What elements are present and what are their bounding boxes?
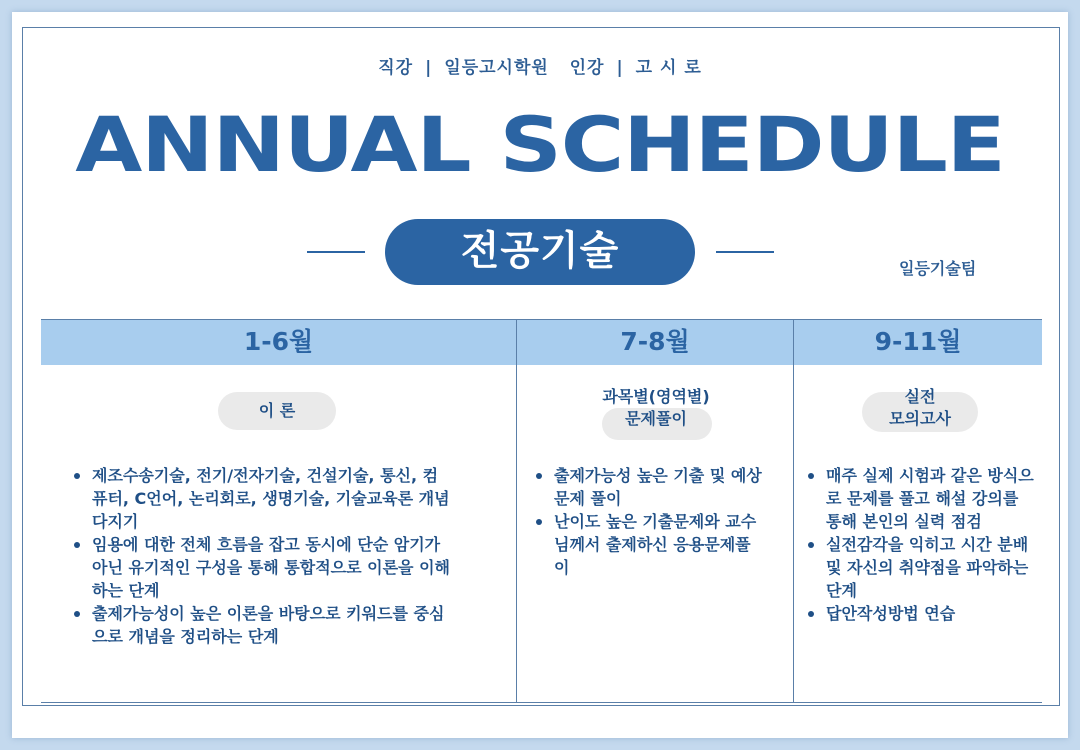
badge-subject-practice: 과목별(영역별) 문제풀이 [602, 387, 710, 428]
period-header-3: 9-11월 [874, 327, 962, 356]
subject-pill: 전공기술 [385, 219, 695, 285]
badge-mock-exam: 실전 모의고사 [889, 387, 951, 428]
column-divider-1 [516, 319, 517, 703]
list-item: 출제가능성이 높은 이론을 바탕으로 키워드를 중심으로 개념을 정리하는 단계 [72, 602, 452, 648]
list-subject-practice [534, 464, 764, 579]
list-theory [72, 464, 452, 648]
header-item-gosiro: 고 시 로 [635, 58, 702, 78]
decor-dash-left [307, 251, 365, 253]
list-mock-exam [806, 464, 1034, 625]
list-item: 출제가능성 높은 기출 및 예상문제 풀이 [534, 464, 764, 510]
header-line: 직강 | 일등고시학원 인강 | 고 시 로 [378, 58, 702, 78]
list-item: 제조수송기술, 전기/전자기술, 건설기술, 통신, 컴퓨터, C언어, 논리회로, 생명기술, 기술교육론 개념다지기 [72, 464, 452, 533]
table-bottom-line [41, 702, 1042, 703]
period-header-2: 7-8월 [620, 327, 690, 356]
decor-dash-right [716, 251, 774, 253]
header-item-academy: 일등고시학원 [444, 58, 549, 78]
header-item-online: 인강 [569, 58, 605, 78]
list-item: 실전감각을 익히고 시간 분배 및 자신의 취약점을 파악하는 단계 [806, 533, 1034, 602]
list-item: 난이도 높은 기출문제와 교수님께서 출제하신 응용문제풀이 [534, 510, 764, 579]
list-item: 매주 실제 시험과 같은 방식으로 문제를 풀고 해설 강의를 통해 본인의 실력 점검 [806, 464, 1034, 533]
badge-theory: 이 론 [218, 392, 336, 430]
list-item: 답안작성방법 연습 [806, 602, 1034, 625]
list-item: 임용에 대한 전체 흐름을 잡고 동시에 단순 암기가 아닌 유기적인 구성을 통해 통합적으로 이론을 이해하는 단계 [72, 533, 452, 602]
header-item-direct: 직강 [378, 58, 414, 78]
team-label: 일등기술팀 [899, 259, 977, 278]
page-title: ANNUAL SCHEDULE [75, 100, 1005, 189]
period-header-1: 1-6월 [243, 327, 314, 356]
column-divider-2 [793, 319, 794, 703]
